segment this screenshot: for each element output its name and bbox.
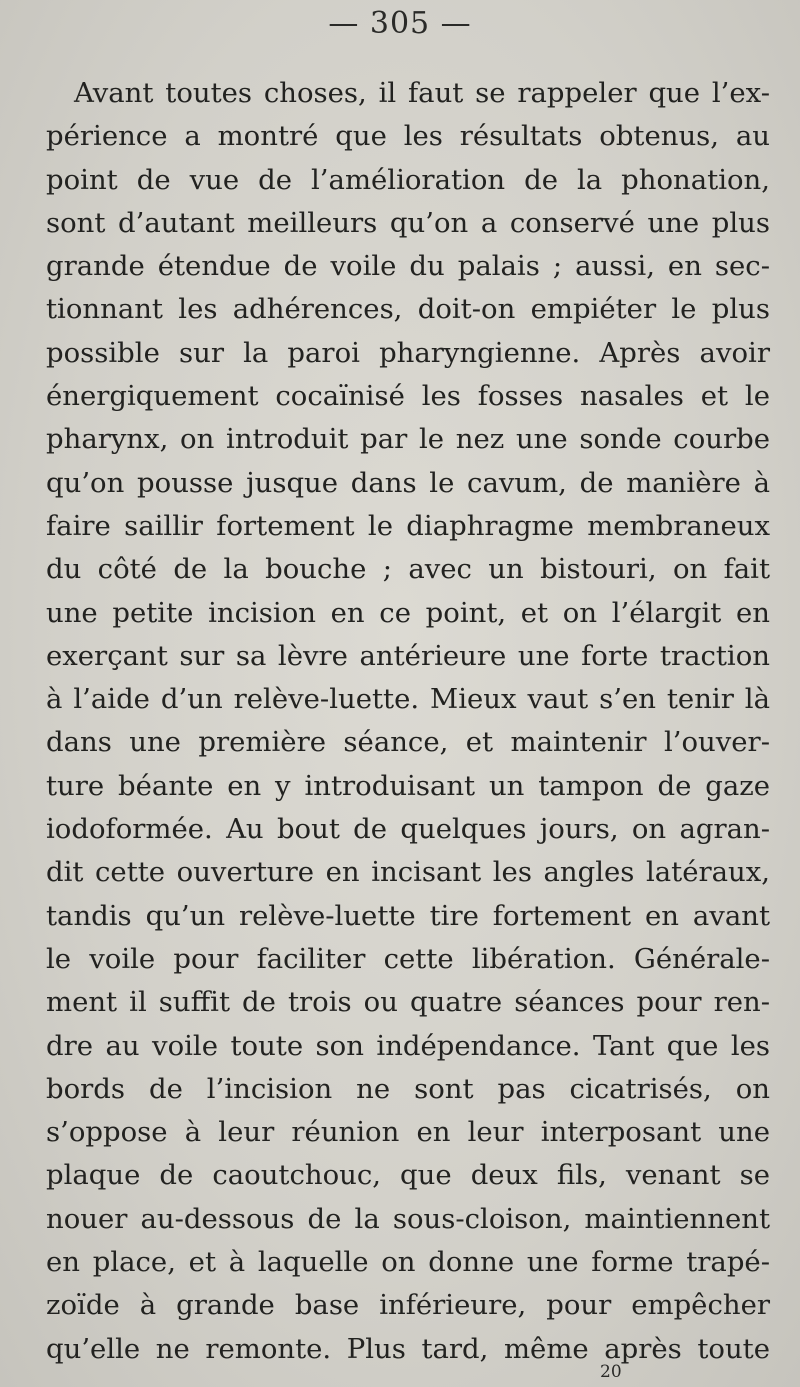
- text-line: pharynx, on introduit par le nez une sonde courbe: [46, 423, 770, 456]
- text-line: en place, et à laquelle on donne une forme trapé-: [46, 1246, 770, 1279]
- text-line: faire saillir fortement le diaphragme membraneux: [46, 509, 770, 542]
- signature-mark: 20: [600, 1362, 622, 1382]
- text-line: du côté de la bouche ; avec un bistouri, on fait: [46, 553, 770, 586]
- text-line: ment il suffit de trois ou quatre séances pour ren-: [46, 986, 770, 1019]
- text-line: Avant toutes choses, il faut se rappeler que l’ex-: [74, 77, 770, 109]
- text-line: dans une première séance, et maintenir l’ouver-: [46, 726, 770, 759]
- text-line: tionnant les adhérences, doit-on empiéter le plus: [46, 293, 770, 326]
- text-line: point de vue de l’amélioration de la phonation,: [46, 163, 770, 196]
- text-line: bords de l’incision ne sont pas cicatrisés, on: [46, 1072, 770, 1105]
- page-number-header: — 305 —: [328, 6, 472, 41]
- text-line: qu’on pousse jusque dans le cavum, de manière à: [46, 466, 770, 499]
- text-line: exerçant sur sa lèvre antérieure une forte traction: [46, 639, 770, 672]
- text-line: dre au voile toute son indépendance. Tant que les: [46, 1029, 770, 1062]
- text-line: sont d’autant meilleurs qu’on a conservé une plus: [46, 206, 770, 239]
- text-line: grande étendue de voile du palais ; aussi, en sec-: [46, 250, 770, 283]
- body-paragraph: [46, 72, 770, 1371]
- text-line: iodoformée. Au bout de quelques jours, on agran-: [46, 813, 770, 846]
- text-line: le voile pour faciliter cette libération. Générale-: [46, 942, 770, 975]
- text-line: ture béante en y introduisant un tampon de gaze: [46, 769, 770, 802]
- text-line: dit cette ouverture en incisant les angles latéraux,: [46, 856, 770, 889]
- text-line: qu’elle ne remonte. Plus tard, même après toute: [46, 1332, 770, 1365]
- text-line: à l’aide d’un relève-luette. Mieux vaut s’en tenir là: [46, 683, 770, 716]
- text-line: zoïde à grande base inférieure, pour empêcher: [46, 1289, 770, 1322]
- text-line: périence a montré que les résultats obtenus, au: [46, 120, 770, 153]
- text-line: énergiquement cocaïnisé les fosses nasales et le: [46, 380, 770, 413]
- text-line: tandis qu’un relève-luette tire fortement en avant: [46, 899, 770, 932]
- text-line: une petite incision en ce point, et on l’élargit en: [46, 596, 770, 629]
- text-line: possible sur la paroi pharyngienne. Après avoir: [46, 336, 770, 369]
- text-line: s’oppose à leur réunion en leur interposant une: [46, 1116, 770, 1149]
- text-line: plaque de caoutchouc, que deux fils, venant se: [46, 1159, 770, 1192]
- text-line: nouer au-dessous de la sous-cloison, maintiennent: [46, 1202, 770, 1235]
